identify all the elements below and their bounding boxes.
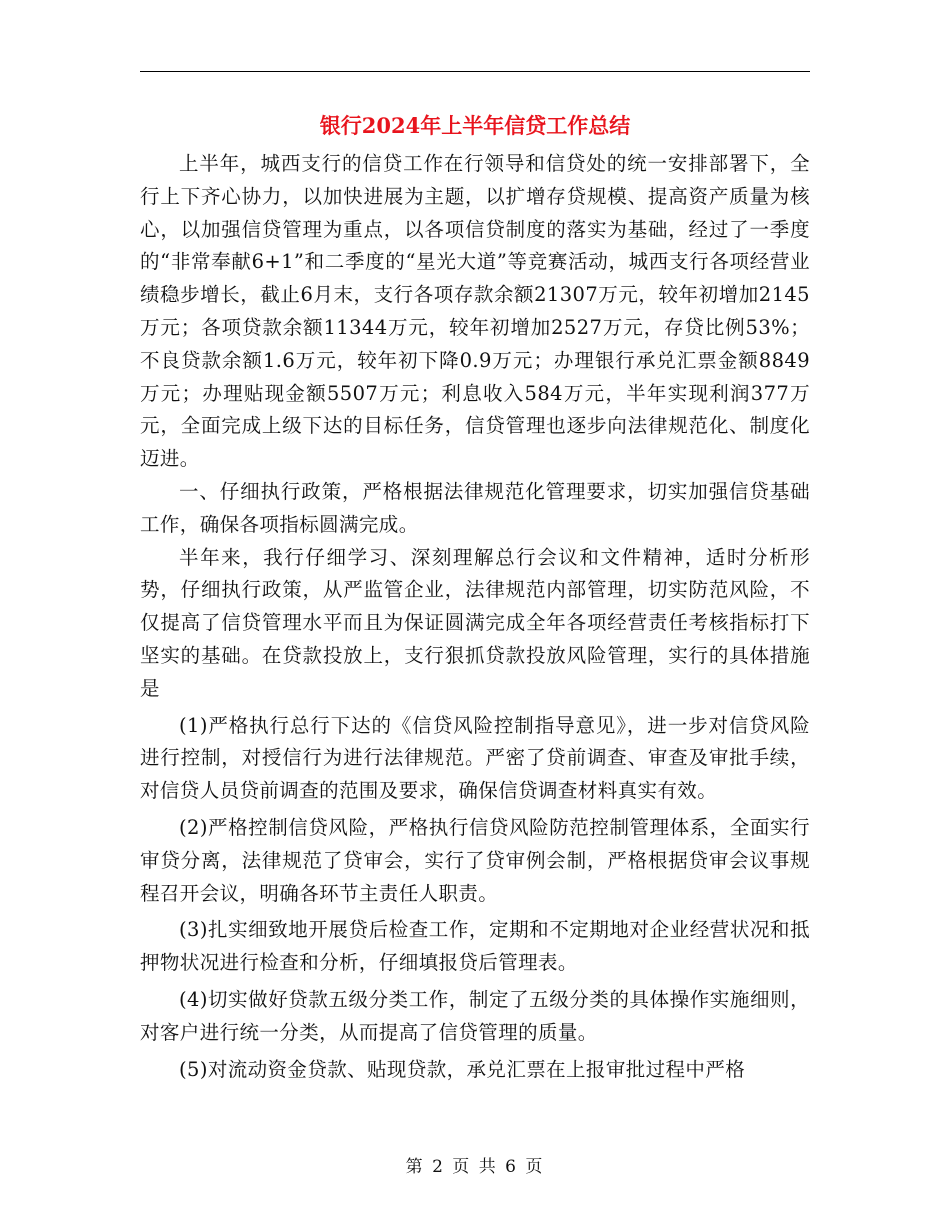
document-body xyxy=(140,148,810,1086)
header-rule xyxy=(140,71,810,72)
paragraph-item-3: (3)扎实细致地开展贷后检查工作，定期和不定期地对企业经营状况和抵押物状况进行检查和分析，仔细填报贷后管理表。 xyxy=(140,918,810,975)
page-number: 第 2 页 共 6 页 xyxy=(405,1157,545,1177)
paragraph-intro: 上半年，城西支行的信贷工作在行领导和信贷处的统一安排部署下，全行上下齐心协力，以加快进展为主题，以扩增存贷规模、提高资产质量为核心，以加强信贷管理为重点，以各项信贷制度的落实为基础，经过了一季度的“非常奉献6+1”和二季度的“星光大道”等竞赛活动，城西支行各项经营业绩稳步增长，截止6月末，支行各项存款余额21307万元，较年初增加2145万元；各项贷款余额11344万元，较年初增加2527万元，存贷比例53%；不良贷款余额1.6万元，较年初下降0.9万元；办理银行承兑汇票金额8849万元；办理贴现金额5507万元；利息收入584万元，半年实现利润377万元，全面完成上级下达的目标任务，信贷管理也逐步向法律规范化、制度化迈进。 xyxy=(140,152,810,471)
paragraph-item-4: (4)切实做好贷款五级分类工作，制定了五级分类的具体操作实施细则，对客户进行统一分类，从而提高了信贷管理的质量。 xyxy=(140,987,810,1044)
paragraph-item-2: (2)严格控制信贷风险，严格执行信贷风险防范控制管理体系，全面实行审贷分离，法律规范了贷审会，实行了贷审例会制，严格根据贷审会议事规程召开会议，明确各环节主责任人职责。 xyxy=(140,815,810,905)
paragraph-item-5: (5)对流动资金贷款、贴现贷款，承兑汇票在上报审批过程中严格 xyxy=(179,1057,746,1081)
paragraph-item-1: (1)严格执行总行下达的《信贷风险控制指导意见》，进一步对信贷风险进行控制，对授信行为进行法律规范。严密了贷前调查、审查及审批手续，对信贷人员贷前调查的范围及要求，确保信贷调查材料真实有效。 xyxy=(140,713,810,803)
paragraph-section-heading: 一、仔细执行政策，严格根据法律规范化管理要求，切实加强信贷基础工作，确保各项指标圆满完成。 xyxy=(140,479,810,536)
paragraph-overview: 半年来，我行仔细学习、深刻理解总行会议和文件精神，适时分析形势，仔细执行政策，从严监管企业，法律规范内部管理，切实防范风险，不仅提高了信贷管理水平而且为保证圆满完成全年各项经营责任考核指标打下坚实的基础。在贷款投放上，支行狠抓贷款投放风险管理，实行的具体措施是 xyxy=(140,545,810,700)
document-title: 银行2024年上半年信贷工作总结 xyxy=(319,113,631,138)
